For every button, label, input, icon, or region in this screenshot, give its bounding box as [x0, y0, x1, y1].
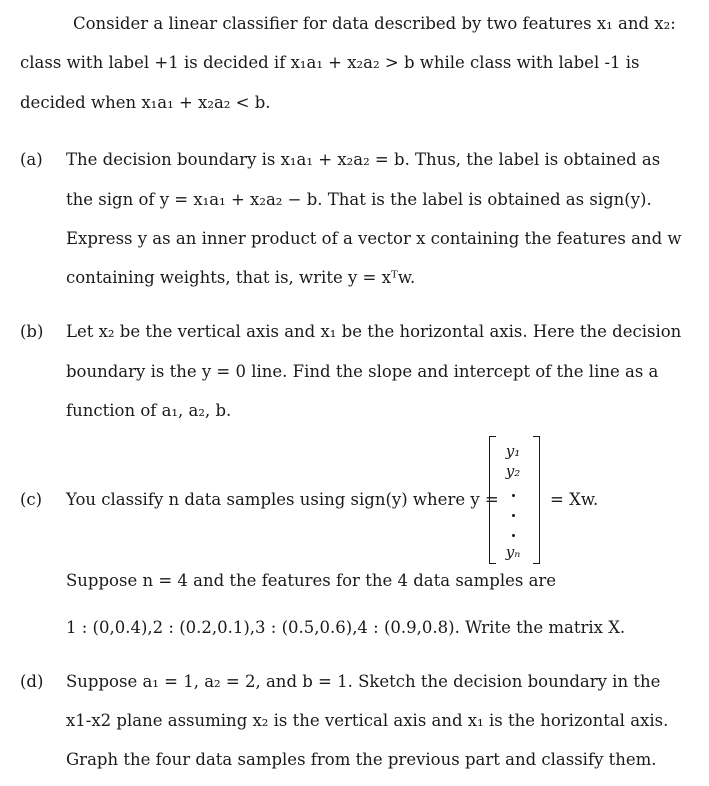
part-c-text-before: You classify n data samples using sign(y) where y =: [66, 490, 499, 509]
vector-ellipsis-dot: [512, 514, 515, 517]
part-d-line-3: Graph the four data samples from the previous part and classify them.: [66, 750, 657, 769]
right-bracket: [533, 436, 540, 564]
intro-line-3: decided when x₁a₁ + x₂a₂ < b.: [20, 93, 271, 112]
vector-entry-yn: yₙ: [505, 543, 521, 561]
part-d-line-1: Suppose a₁ = 1, a₂ = 2, and b = 1. Sketch the decision boundary in the: [66, 672, 661, 691]
vector-ellipsis-dot: [512, 494, 515, 497]
intro-line-2: class with label +1 is decided if x₁a₁ + x₂a₂ > b while class with label -1 is: [20, 53, 640, 72]
part-c-label: (c): [20, 490, 43, 509]
part-a-line-3: Express y as an inner product of a vector x containing the features and w: [66, 229, 682, 248]
part-a-line-1: The decision boundary is x₁a₁ + x₂a₂ = b. Thus, the label is obtained as: [66, 150, 661, 169]
part-b-line-3: function of a₁, a₂, b.: [66, 401, 232, 420]
part-a-line-2: the sign of y = x₁a₁ + x₂a₂ − b. That is the label is obtained as sign(y).: [66, 190, 652, 209]
part-c-text-after: = Xw.: [550, 490, 599, 509]
part-d-label: (d): [20, 672, 44, 691]
part-a-label: (a): [20, 150, 43, 169]
intro-line-1: Consider a linear classifier for data described by two features x₁ and x₂:: [73, 14, 676, 33]
part-a-line-4: containing weights, that is, write y = xᵀw.: [66, 268, 416, 287]
vector-entry-y1: y₁: [505, 442, 521, 460]
part-b-line-1: Let x₂ be the vertical axis and x₁ be the horizontal axis. Here the decision: [66, 322, 682, 341]
part-c-line-3: 1 : (0,0.4),2 : (0.2,0.1),3 : (0.5,0.6),4 : (0.9,0.8). Write the matrix X.: [66, 618, 626, 637]
part-b-label: (b): [20, 322, 44, 341]
part-d-line-2: x1-x2 plane assuming x₂ is the vertical axis and x₁ is the horizontal axis.: [66, 711, 669, 730]
vector-entry-y2: y₂: [505, 462, 521, 480]
left-bracket: [489, 436, 496, 564]
part-c-line-2: Suppose n = 4 and the features for the 4 data samples are: [66, 571, 557, 590]
part-b-line-2: boundary is the y = 0 line. Find the slope and intercept of the line as a: [66, 362, 659, 381]
vector-ellipsis-dot: [512, 534, 515, 537]
